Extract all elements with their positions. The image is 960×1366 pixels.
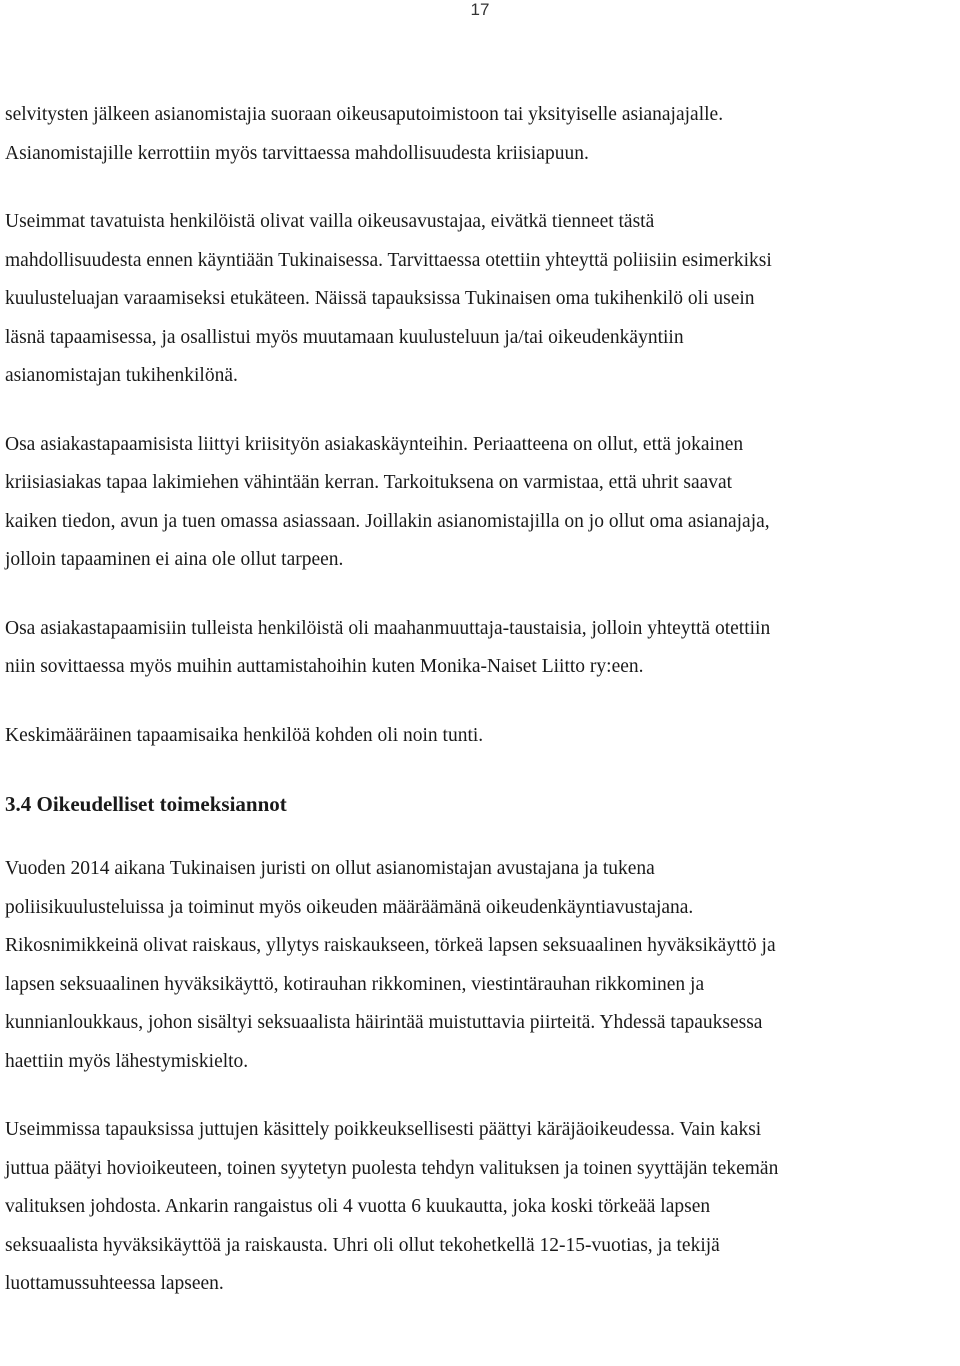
document-body	[5, 96, 960, 1304]
paragraph-court-outcomes: Useimmissa tapauksissa juttujen käsittely poikkeuksellisesti päättyi käräjäoikeudessa. Vain kaksi juttua päätyi hovioikeuteen, toinen syytetyn puolesta tehdyn valituksen ja toinen syyttäjän tekemän valituksen johdosta. Ankarin rangaistus oli 4 vuotta 6 kuukautta, joka koski törkeää lapsen seksuaalista hyväksikäyttöä ja raiskausta. Uhri oli ollut tekohetkellä 12-15-vuotias, ja tekijä luottamussuhteessa lapseen.	[5, 1119, 779, 1294]
paragraph-legal-referral: selvitysten jälkeen asianomistajia suoraan oikeusaputoimistoon tai yksityiselle asianajajalle. Asianomistajille kerrottiin myös tarvittaessa mahdollisuudesta kriisiapuun.	[5, 104, 724, 164]
paragraph-legal-assignments: Vuoden 2014 aikana Tukinaisen juristi on ollut asianomistajan avustajana ja tukena poliisikuulusteluissa ja toiminut myös oikeuden määräämänä oikeudenkäyntiavustajana. Rikosnimikkeinä olivat raiskaus, yllytys raiskaukseen, törkeä lapsen seksuaalinen hyväksikäyttö ja lapsen seksuaalinen hyväksikäyttö, kotirauhan rikkominen, viestintärauhan rikkominen ja kunnianloukkaus, johon sisältyi seksuaalista häirintää muistuttavia piirteitä. Yhdessä tapauksessa haettiin myös lähestymiskielto.	[5, 858, 776, 1072]
paragraph-meeting-time: Keskimääräinen tapaamisaika henkilöä kohden oli noin tunti.	[5, 724, 484, 746]
paragraph-legal-counsel: Useimmat tavatuista henkilöistä olivat vailla oikeusavustajaa, eivätkä tienneet tästä mahdollisuudesta ennen käyntiään Tukinaisessa. Tarvittaessa otettiin yhteyttä poliisiin esimerkiksi kuulusteluajan varaamiseksi etukäteen. Näissä tapauksissa Tukinaisen oma tukihenkilö oli usein läsnä tapaamisessa, ja osallistui myös muutamaan kuulusteluun ja/tai oikeudenkäyntiin asianomistajan tukihenkilönä.	[5, 211, 772, 386]
paragraph-immigrant-clients: Osa asiakastapaamisiin tulleista henkilöistä oli maahanmuuttaja-taustaisia, jolloin yhteyttä otettiin niin sovittaessa myös muihin auttamistahoihin kuten Monika-Naiset Liitto ry:een.	[5, 617, 771, 677]
paragraph-crisis-clients: Osa asiakastapaamisista liittyi kriisityön asiakaskäynteihin. Periaatteena on ollut, että jokainen kriisiasiakas tapaa lakimiehen vähintään kerran. Tarkoituksena on varmistaa, että uhrit saavat kaiken tiedon, avun ja tuen omassa asiassaan. Joillakin asianomistajilla on jo ollut oma asianajaja, jolloin tapaaminen ei aina ole ollut tarpeen.	[5, 433, 770, 570]
section-heading: 3.4 Oikeudelliset toimeksiannot	[5, 792, 287, 816]
page-number: 17	[470, 0, 490, 19]
